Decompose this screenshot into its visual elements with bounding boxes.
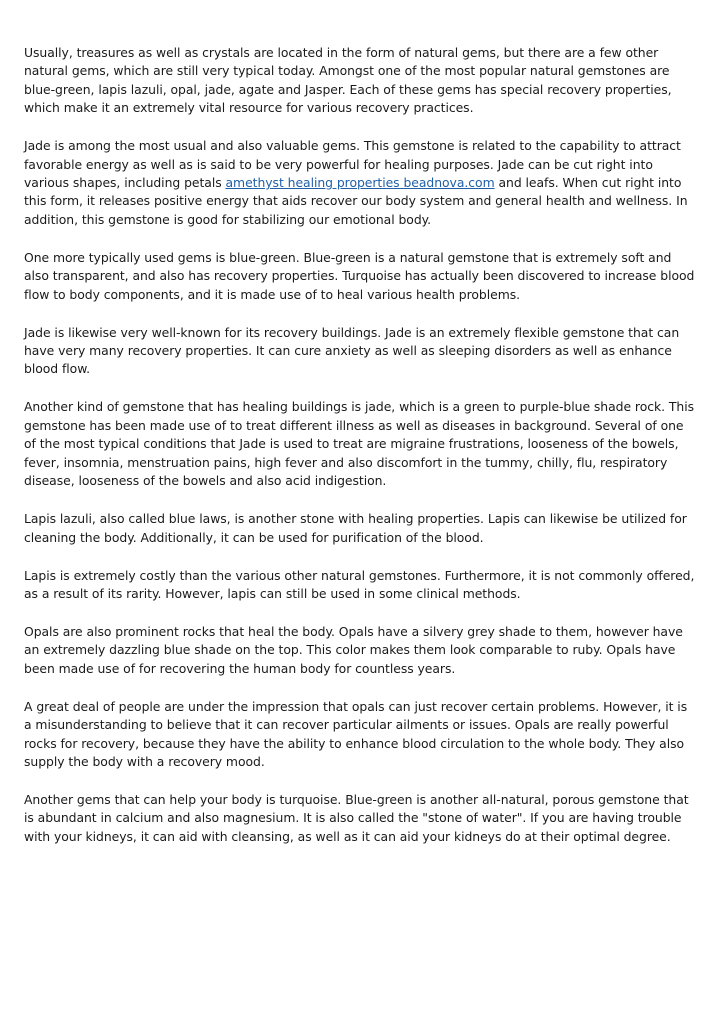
paragraph-8: Opals are also prominent rocks that heal the body. Opals have a silvery grey shade to them, however have an extremely dazzling blue shade on the top. This color makes them look comparable to ruby. Opals have been made use of for recovering the human body for countless years. [24, 623, 683, 676]
paragraph-2 [24, 137, 696, 229]
paragraph-9: A great deal of people are under the impression that opals can just recover certain problems. However, it is a misunderstanding to believe that it can recover particular ailments or issues. Opals are really powerful rocks for recovery, because they have the ability to enhance blood circulation to the whole body. They also supply the body with a recovery mood. [24, 698, 688, 769]
paragraph-7: Lapis is extremely costly than the various other natural gemstones. Furthermore, it is not commonly offered, as a result of its rarity. However, lapis can still be used in some clinical methods. [24, 567, 695, 601]
paragraph-3: One more typically used gems is blue-green. Blue-green is a natural gemstone that is extremely soft and also transparent, and also has recovery properties. Turquoise has actually been discovered to increase blood flow to body components, and it is made use of to heal various health problems. [24, 249, 695, 302]
paragraph-5: Another kind of gemstone that has healing buildings is jade, which is a green to purple-blue shade rock. This gemstone has been made use of to treat different illness as well as diseases in background. Several of one of the most typical conditions that Jade is used to treat are migraine frustrations, looseness of the bowels, fever, insomnia, menstruation pains, high fever and also discomfort in the tummy, chilly, flu, respiratory disease, looseness of the bowels and also acid indigestion. [24, 399, 695, 489]
paragraph-6: Lapis lazuli, also called blue laws, is another stone with healing properties. Lapis can likewise be utilized for cleaning the body. Additionally, it can be used for purification of the blood. [24, 511, 687, 545]
paragraph-1: Usually, treasures as well as crystals are located in the form of natural gems, but there are a few other natural gems, which are still very typical today. Amongst one of the most popular natural gemstones are blue-green, lapis lazuli, opal, jade, agate and Jasper. Each of these gems has special recovery properties, which make it an extremely vital resource for various recovery practices. [24, 45, 672, 116]
amethyst-healing-link[interactable]: amethyst healing properties beadnova.com [225, 175, 495, 191]
document-page [24, 44, 696, 866]
paragraph-10: Another gems that can help your body is turquoise. Blue-green is another all-natural, porous gemstone that is abundant in calcium and also magnesium. It is also called the "stone of water". If you are having trouble with your kidneys, it can aid with cleansing, as well as it can aid your kidneys do at their optimal degree. [24, 791, 689, 844]
paragraph-2-text-after-link: and leafs. When cut right into this form, it releases positive energy that aids recover our body system and general health and wellness. In addition, this gemstone is good for stabilizing our emotional body. [24, 175, 688, 227]
paragraph-4: Jade is likewise very well-known for its recovery buildings. Jade is an extremely flexible gemstone that can have very many recovery properties. It can cure anxiety as well as sleeping disorders as well as enhance blood flow. [24, 324, 680, 377]
paragraph-2-text-before-link: Jade is among the most usual and also valuable gems. This gemstone is related to the capability to attract favorable energy as well as is said to be very powerful for healing purposes. Jade can be cut right into various shapes, including petals [24, 138, 681, 191]
